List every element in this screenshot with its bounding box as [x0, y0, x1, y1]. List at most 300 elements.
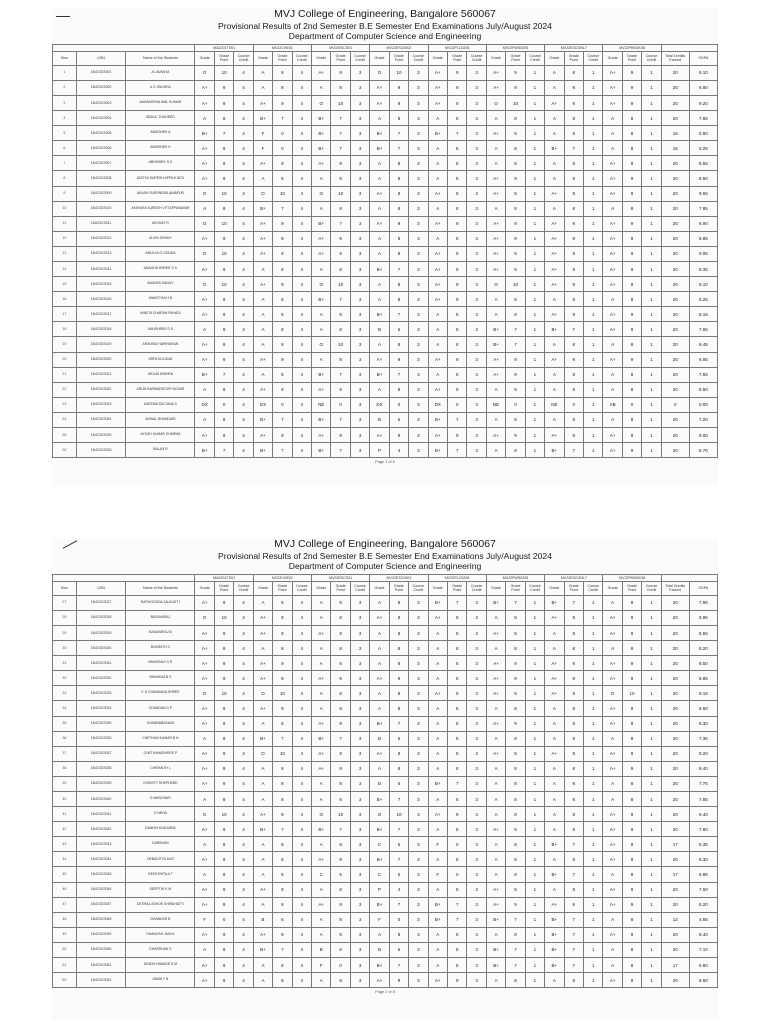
course-credit-cell: 3 — [350, 277, 369, 292]
grade-point-cell: 9 — [448, 216, 467, 231]
grade-cell: A — [428, 942, 447, 957]
student-name-cell: AKASH SURENDRA AINAPUR — [126, 186, 195, 201]
usn-cell: 1MJ23CS031 — [76, 656, 126, 671]
student-name-cell: DHANUSH JAIN A — [126, 927, 195, 942]
course-credit-cell: 3 — [409, 595, 428, 610]
course-credit-cell: 3 — [350, 216, 369, 231]
subject-code: MV22CHE01 — [253, 44, 311, 51]
course-credit-cell: 4 — [292, 367, 311, 382]
grade-cell: A+ — [195, 897, 214, 912]
grade-cell: A+ — [195, 307, 214, 322]
total-credits-cell: 20 — [661, 412, 689, 427]
grade-point-cell: 7 — [389, 822, 408, 837]
grade-cell: A+ — [486, 746, 505, 761]
grade-cell: A+ — [428, 352, 447, 367]
course-credit-cell: 3 — [350, 382, 369, 397]
grade-point-cell: 5 — [389, 867, 408, 882]
course-credit-cell: 1 — [583, 973, 602, 988]
grade-cell: A+ — [195, 882, 214, 897]
grade-cell: A — [603, 141, 622, 156]
grade-cell: A — [486, 201, 505, 216]
grade-cell: F — [428, 867, 447, 882]
grade-point-cell: 9 — [448, 352, 467, 367]
sgpa-cell: 7.20 — [689, 412, 717, 427]
grade-point-cell: 9 — [214, 337, 233, 352]
grade-cell: A — [428, 958, 447, 973]
course-credit-cell: 1 — [583, 412, 602, 427]
grade-point-cell: 7 — [273, 822, 292, 837]
grade-point-cell: 8 — [273, 867, 292, 882]
course-credit-cell: 3 — [350, 412, 369, 427]
grade-cell: A+ — [195, 80, 214, 95]
table-row — [53, 701, 718, 716]
sgpa-cell: 8.95 — [689, 610, 717, 625]
grade-cell: F — [195, 912, 214, 927]
grade-cell: A — [486, 731, 505, 746]
course-credit-cell: 3 — [467, 171, 486, 186]
slno-cell: 49 — [53, 927, 77, 942]
course-credit-cell: 3 — [467, 126, 486, 141]
slno-cell: 35 — [53, 716, 77, 731]
grade-cell: A — [428, 716, 447, 731]
course-credit-cell: 1 — [525, 595, 544, 610]
course-credit-cell: 3 — [350, 852, 369, 867]
course-credit-cell: 1 — [642, 307, 661, 322]
grade-point-cell: 9 — [564, 610, 583, 625]
grade-point-cell: 9 — [506, 126, 525, 141]
course-credit-cell: 3 — [350, 671, 369, 686]
total-credits-cell: 20 — [661, 761, 689, 776]
table-row — [53, 352, 718, 367]
grade-point-cell: 9 — [622, 307, 641, 322]
grade-point-cell: 7 — [331, 731, 350, 746]
student-name-cell: DHANUSH B — [126, 912, 195, 927]
course-credit-cell: 1 — [525, 201, 544, 216]
course-credit-cell: 3 — [409, 610, 428, 625]
total-credits-cell: 16 — [661, 141, 689, 156]
student-name-cell: D MANOHAR — [126, 791, 195, 806]
course-credit-cell: 4 — [292, 822, 311, 837]
grade-point-cell: 9 — [622, 80, 641, 95]
grade-point-cell: 6 — [273, 912, 292, 927]
grade-point-cell: 8 — [622, 201, 641, 216]
grade-cell: B+ — [545, 595, 564, 610]
grade-cell: A+ — [545, 261, 564, 276]
grade-point-cell: 9 — [273, 156, 292, 171]
grade-cell: A+ — [253, 382, 272, 397]
grade-point-cell: 9 — [622, 701, 641, 716]
col-grade: Grade — [195, 581, 214, 595]
col-grade-point: Grade Point — [273, 51, 292, 65]
course-credit-cell: 3 — [409, 352, 428, 367]
grade-point-cell: 7 — [214, 367, 233, 382]
grade-cell: A — [603, 776, 622, 791]
course-credit-cell: 3 — [467, 216, 486, 231]
sgpa-cell: 7.35 — [689, 731, 717, 746]
grade-cell: A+ — [603, 261, 622, 276]
grade-point-cell: 8 — [448, 822, 467, 837]
course-credit-cell: 1 — [642, 671, 661, 686]
course-credit-cell: 4 — [292, 277, 311, 292]
grade-cell: A — [253, 80, 272, 95]
course-credit-cell: 1 — [525, 897, 544, 912]
grade-cell: A — [195, 837, 214, 852]
grade-point-cell: 9 — [331, 852, 350, 867]
course-credit-cell: 1 — [583, 428, 602, 443]
course-credit-cell: 3 — [409, 897, 428, 912]
grade-cell: A — [428, 656, 447, 671]
col-grade-point: Grade Point — [506, 581, 525, 595]
table-row — [53, 822, 718, 837]
grade-cell: A — [253, 761, 272, 776]
col-grade-point: Grade Point — [214, 581, 233, 595]
grade-cell: B+ — [370, 126, 389, 141]
course-credit-cell: 1 — [642, 731, 661, 746]
col-course-credit: Course Credit — [409, 51, 428, 65]
grade-cell: B+ — [312, 216, 331, 231]
course-credit-cell: 4 — [292, 246, 311, 261]
grade-point-cell: 8 — [564, 171, 583, 186]
course-credit-cell: 4 — [292, 927, 311, 942]
sgpa-cell: 9.20 — [689, 95, 717, 110]
course-credit-cell: 3 — [350, 656, 369, 671]
grade-point-cell: 9 — [506, 686, 525, 701]
total-credits-cell: 20 — [661, 201, 689, 216]
course-credit-cell: 1 — [642, 822, 661, 837]
department-name: Department of Computer Science and Engineering — [288, 31, 482, 42]
grade-point-cell: 6 — [389, 412, 408, 427]
grade-point-cell: 9 — [273, 95, 292, 110]
course-credit-cell: 3 — [467, 897, 486, 912]
slno-cell: 24 — [53, 412, 77, 427]
grade-point-cell: 8 — [564, 201, 583, 216]
course-credit-cell: 3 — [409, 716, 428, 731]
course-credit-cell: 1 — [583, 201, 602, 216]
slno-cell: 28 — [53, 610, 77, 625]
grade-cell: A — [428, 852, 447, 867]
grade-point-cell: 8 — [622, 867, 641, 882]
grade-point-cell: 10 — [214, 277, 233, 292]
grade-point-cell: 7 — [448, 776, 467, 791]
course-credit-cell: 3 — [350, 428, 369, 443]
grade-cell: A — [428, 322, 447, 337]
grade-cell: A — [253, 261, 272, 276]
grade-point-cell: 8 — [214, 942, 233, 957]
course-credit-cell: 4 — [292, 671, 311, 686]
sgpa-cell: 7.50 — [689, 882, 717, 897]
grade-point-cell: 10 — [273, 746, 292, 761]
grade-point-cell: 9 — [448, 80, 467, 95]
course-credit-cell: 1 — [583, 65, 602, 80]
course-credit-cell: 4 — [234, 397, 253, 412]
course-credit-cell: 4 — [292, 156, 311, 171]
grade-cell: A — [545, 822, 564, 837]
course-credit-cell: 1 — [525, 776, 544, 791]
course-credit-cell: 3 — [467, 277, 486, 292]
course-credit-cell: 3 — [409, 852, 428, 867]
grade-cell: A — [428, 746, 447, 761]
course-credit-cell: 1 — [583, 231, 602, 246]
course-credit-cell: 1 — [583, 776, 602, 791]
course-credit-cell: 3 — [350, 837, 369, 852]
grade-point-cell: 9 — [214, 641, 233, 656]
sheet-header — [52, 538, 718, 572]
grade-cell: A — [545, 80, 564, 95]
student-name-cell: DHARSHAN S — [126, 942, 195, 957]
course-credit-cell: 3 — [409, 382, 428, 397]
grade-cell: A+ — [195, 292, 214, 307]
grade-point-cell: 9 — [273, 231, 292, 246]
col-grade: Grade — [428, 51, 447, 65]
grade-point-cell: 7 — [389, 791, 408, 806]
grade-cell: A — [428, 367, 447, 382]
course-credit-cell: 1 — [642, 867, 661, 882]
grade-cell: A — [428, 791, 447, 806]
grade-cell: B — [370, 776, 389, 791]
grade-point-cell: 8 — [506, 141, 525, 156]
sgpa-cell: 8.25 — [689, 292, 717, 307]
grade-cell: A — [370, 382, 389, 397]
grade-cell: A — [312, 912, 331, 927]
sgpa-cell: 8.50 — [689, 656, 717, 671]
grade-cell: A — [428, 701, 447, 716]
grade-point-cell: 9 — [622, 156, 641, 171]
course-credit-cell: 1 — [642, 761, 661, 776]
grade-cell: A+ — [195, 352, 214, 367]
col-grade-point: Grade Point — [273, 581, 292, 595]
course-credit-cell: 3 — [409, 337, 428, 352]
grade-cell: B+ — [312, 367, 331, 382]
slno-cell: 46 — [53, 882, 77, 897]
grade-point-cell: 8 — [448, 942, 467, 957]
grade-point-cell: 9 — [331, 716, 350, 731]
course-credit-cell: 1 — [525, 277, 544, 292]
grade-point-cell: 10 — [273, 186, 292, 201]
course-credit-cell: 3 — [409, 807, 428, 822]
grade-point-cell: 8 — [622, 141, 641, 156]
course-credit-cell: 3 — [350, 337, 369, 352]
grade-point-cell: 8 — [506, 701, 525, 716]
grade-point-cell: 8 — [506, 867, 525, 882]
course-credit-cell: 4 — [234, 731, 253, 746]
grade-cell: A+ — [253, 246, 272, 261]
course-credit-cell: 1 — [642, 111, 661, 126]
col-grade-point: Grade Point — [389, 51, 408, 65]
grade-point-cell: 9 — [273, 807, 292, 822]
course-credit-cell: 1 — [642, 397, 661, 412]
slno-cell: 18 — [53, 322, 77, 337]
grade-cell: A+ — [312, 761, 331, 776]
grade-point-cell: 8 — [506, 111, 525, 126]
grade-cell: C — [312, 867, 331, 882]
course-credit-cell: 3 — [467, 973, 486, 988]
grade-cell: A — [312, 701, 331, 716]
total-credits-cell: 20 — [661, 292, 689, 307]
grade-point-cell: 9 — [214, 746, 233, 761]
grade-point-cell: 6 — [389, 322, 408, 337]
grade-cell: A — [253, 852, 272, 867]
grade-cell: A+ — [312, 671, 331, 686]
grade-point-cell: 10 — [506, 95, 525, 110]
sgpa-cell: 5.80 — [689, 126, 717, 141]
grade-point-cell: 9 — [214, 716, 233, 731]
grade-point-cell: 8 — [564, 337, 583, 352]
course-credit-cell: 4 — [292, 912, 311, 927]
grade-cell: A+ — [195, 671, 214, 686]
grade-cell: F — [312, 958, 331, 973]
subject-header-row — [53, 44, 718, 51]
grade-point-cell: 0 — [214, 912, 233, 927]
course-credit-cell: 4 — [234, 216, 253, 231]
grade-cell: A+ — [312, 625, 331, 640]
student-name-cell: ABHISHEK A — [126, 126, 195, 141]
course-credit-cell: 1 — [642, 352, 661, 367]
subject-code: MA2201TS01 — [195, 44, 253, 51]
table-row — [53, 337, 718, 352]
grade-cell: A+ — [370, 186, 389, 201]
grade-cell: A+ — [312, 897, 331, 912]
grade-point-cell: 8 — [331, 927, 350, 942]
grade-cell: B+ — [253, 942, 272, 957]
course-credit-cell: 1 — [525, 186, 544, 201]
student-name-cell: ASEEMA SULTANA S — [126, 397, 195, 412]
grade-point-cell: 10 — [331, 277, 350, 292]
grade-cell: F — [253, 126, 272, 141]
grade-cell: B+ — [545, 322, 564, 337]
course-credit-cell: 3 — [467, 367, 486, 382]
grade-cell: B+ — [370, 852, 389, 867]
usn-cell: 1MJ23CS043 — [76, 837, 126, 852]
grade-cell: A+ — [486, 216, 505, 231]
course-credit-cell: 4 — [234, 867, 253, 882]
slno-cell: 45 — [53, 867, 77, 882]
course-credit-cell: 4 — [292, 231, 311, 246]
results-table — [52, 574, 718, 988]
course-credit-cell: 3 — [409, 822, 428, 837]
usn-cell: 1MJ23CS012 — [76, 231, 126, 246]
course-credit-cell: 3 — [409, 443, 428, 458]
slno-cell: 1 — [53, 65, 77, 80]
grade-point-cell: 8 — [389, 277, 408, 292]
course-credit-cell: 3 — [350, 156, 369, 171]
grade-cell: A+ — [195, 231, 214, 246]
grade-cell: B — [370, 412, 389, 427]
course-credit-cell: 3 — [467, 822, 486, 837]
grade-point-cell: 9 — [273, 246, 292, 261]
course-credit-cell: 4 — [234, 701, 253, 716]
grade-cell: B+ — [428, 897, 447, 912]
course-credit-cell: 3 — [409, 367, 428, 382]
grade-point-cell: 9 — [448, 277, 467, 292]
grade-point-cell: 10 — [214, 610, 233, 625]
grade-point-cell: 7 — [564, 867, 583, 882]
course-credit-cell: 1 — [525, 352, 544, 367]
col-course-credit: Course Credit — [409, 581, 428, 595]
course-credit-cell: 3 — [467, 701, 486, 716]
slno-cell: 34 — [53, 701, 77, 716]
col-grade: Grade — [603, 51, 622, 65]
grade-cell: A+ — [603, 837, 622, 852]
grade-point-cell: 9 — [622, 807, 641, 822]
course-credit-cell: 3 — [350, 791, 369, 806]
grade-point-cell: 7 — [214, 443, 233, 458]
grade-cell: A+ — [312, 65, 331, 80]
grade-point-cell: 8 — [389, 111, 408, 126]
col-course-credit: Course Credit — [234, 581, 253, 595]
course-credit-cell: 1 — [525, 731, 544, 746]
course-credit-cell: 1 — [583, 671, 602, 686]
col-total-credits: Total Credits Earned — [661, 51, 689, 65]
usn-cell: 1MJ23CS015 — [76, 277, 126, 292]
grade-point-cell: 9 — [214, 231, 233, 246]
grade-point-cell: 9 — [331, 761, 350, 776]
grade-point-cell: 9 — [448, 610, 467, 625]
grade-cell: A+ — [603, 65, 622, 80]
total-credits-cell: 20 — [661, 927, 689, 942]
grade-cell: A — [428, 231, 447, 246]
table-row — [53, 292, 718, 307]
table-row — [53, 837, 718, 852]
grade-point-cell: 8 — [389, 595, 408, 610]
grade-point-cell: 7 — [506, 958, 525, 973]
grade-cell: B+ — [312, 141, 331, 156]
grade-cell: B+ — [195, 126, 214, 141]
grade-cell: A — [486, 852, 505, 867]
grade-point-cell: 10 — [331, 807, 350, 822]
grade-point-cell: 0 — [506, 397, 525, 412]
grade-point-cell: 8 — [273, 337, 292, 352]
course-credit-cell: 4 — [234, 973, 253, 988]
course-credit-cell: 3 — [467, 716, 486, 731]
grade-cell: A — [603, 867, 622, 882]
course-credit-cell: 4 — [292, 186, 311, 201]
course-credit-cell: 3 — [409, 156, 428, 171]
grade-cell: B+ — [428, 443, 447, 458]
col-sgpa: SGPA — [689, 581, 717, 595]
grade-point-cell: 9 — [331, 382, 350, 397]
grade-cell: A — [370, 595, 389, 610]
grade-cell: A — [545, 761, 564, 776]
grade-cell: A — [545, 201, 564, 216]
course-credit-cell: 3 — [467, 746, 486, 761]
total-credits-cell: 20 — [661, 428, 689, 443]
grade-cell: A — [253, 307, 272, 322]
grade-point-cell: 9 — [564, 307, 583, 322]
grade-cell: A — [545, 382, 564, 397]
grade-cell: A+ — [312, 852, 331, 867]
grade-cell: A+ — [545, 610, 564, 625]
grade-point-cell: 8 — [448, 307, 467, 322]
grade-cell: A+ — [486, 352, 505, 367]
table-row — [53, 746, 718, 761]
course-credit-cell: 3 — [350, 201, 369, 216]
total-credits-cell: 20 — [661, 897, 689, 912]
grade-cell: A — [312, 927, 331, 942]
student-name-cell: BHARGAVI V R — [126, 656, 195, 671]
grade-cell: A — [603, 942, 622, 957]
grade-point-cell: 0 — [448, 837, 467, 852]
grade-point-cell: 7 — [331, 111, 350, 126]
grade-point-cell: 8 — [564, 641, 583, 656]
col-course-credit: Course Credit — [583, 581, 602, 595]
sgpa-cell: 8.60 — [689, 973, 717, 988]
student-name-cell: CHANDAN D P — [126, 701, 195, 716]
grade-cell: A+ — [195, 261, 214, 276]
table-row — [53, 927, 718, 942]
grade-point-cell: 9 — [564, 428, 583, 443]
grade-point-cell: 7 — [273, 731, 292, 746]
grade-point-cell: 9 — [564, 897, 583, 912]
